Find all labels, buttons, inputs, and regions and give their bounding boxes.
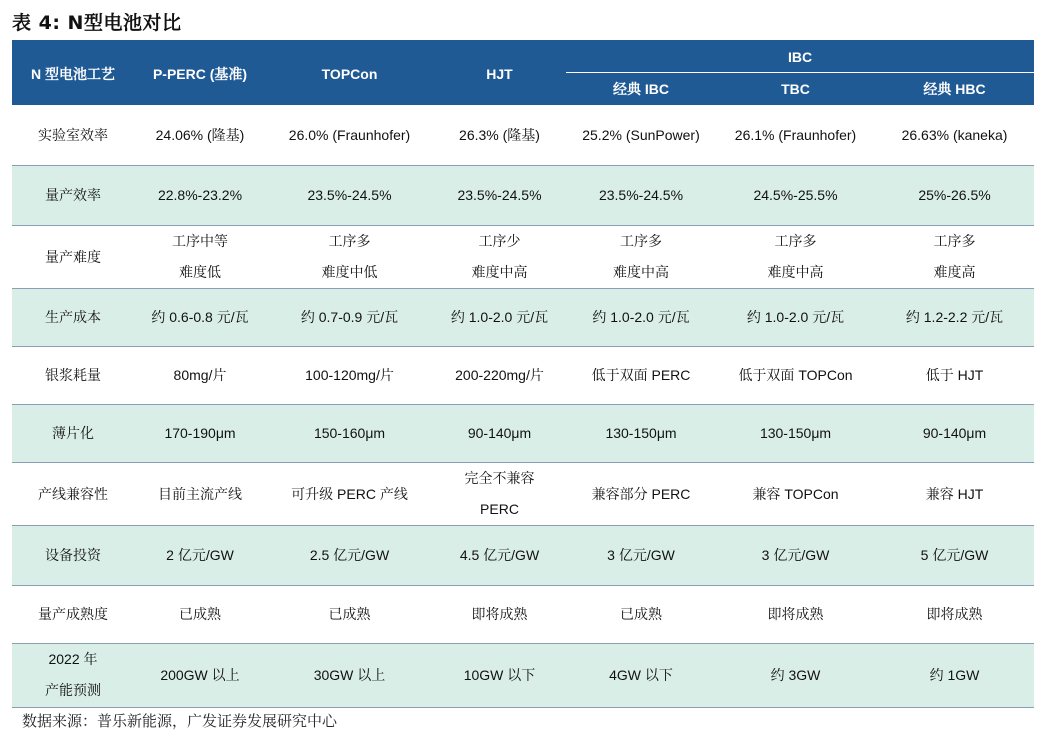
table-cell [266,462,433,525]
table-cell [875,585,1034,643]
cell-text: 工序多 [774,232,817,249]
row-label-cell [12,225,134,288]
source-note: 数据来源：普乐新能源，广发证券发展研究中心 [22,712,338,730]
table-cell [716,346,875,404]
table-cell [134,404,266,462]
row-label-text: 量产成熟度 [38,606,108,622]
cell-text: 约 3GW [770,667,821,683]
cell-text: 10GW 以下 [463,667,536,683]
table-row [12,225,1034,288]
table-cell [875,165,1034,225]
table-row [12,462,1034,525]
table-row [12,346,1034,404]
row-label-cell [12,346,134,404]
table-cell [716,225,875,288]
row-label-text: 量产难度 [45,248,101,265]
cell-text: 约 1GW [929,667,980,683]
table-cell [134,225,266,288]
table-row [12,288,1034,346]
cell-text: 可升级 PERC 产线 [291,485,408,502]
cell-text: 170-190μm [164,425,236,441]
table-cell [266,105,433,165]
cell-text: 26.63% (kaneka) [901,126,1008,143]
cell-text: 目前主流产线 [158,485,242,502]
cell-text: 工序少 [478,232,521,249]
cell-text: 130-150μm [759,425,832,441]
table-cell [266,346,433,404]
row-label-cell [12,525,134,585]
row-label-cell [12,288,134,346]
table-cell [566,525,716,585]
table-cell [433,643,566,707]
table-cell [875,462,1034,525]
table-cell [716,165,875,225]
table-cell [266,585,433,643]
cell-text: 工序中等 [172,232,228,249]
cell-text: 约 0.7-0.9 元/瓦 [300,309,399,325]
cell-text: 23.5%-24.5% [307,187,392,203]
cell-text: 约 1.0-2.0 元/瓦 [592,309,690,325]
cell-text: 即将成熟 [767,606,824,622]
cell-text: 已成熟 [620,606,662,622]
table-cell [566,346,716,404]
table-cell [566,585,716,643]
row-label-cell [12,165,134,225]
cell-text: 100-120mg/片 [305,367,394,383]
table-cell [566,225,716,288]
table-cell [433,225,566,288]
cell-text: 即将成熟 [471,606,528,622]
table-cell [433,165,566,225]
cell-text: 完全不兼容 [464,469,535,486]
cell-text: 24.06% (隆基) [155,126,245,143]
table-cell [716,462,875,525]
table-cell [134,525,266,585]
table-row [12,643,1034,707]
row-label-text: 银浆耗量 [45,367,101,383]
row-label-text: 生产成本 [45,309,101,325]
table-row [12,585,1034,643]
cell-text: 约 1.0-2.0 元/瓦 [450,309,549,325]
table-cell [433,462,566,525]
cell-text: 26.3% (隆基) [459,126,540,143]
cell-text: 4.5 亿元/GW [459,547,540,563]
table-cell [875,288,1034,346]
table-cell [433,105,566,165]
cell-text: 2 亿元/GW [166,547,234,563]
cell-text: 30GW 以上 [313,667,386,683]
table-cell [716,643,875,707]
row-label-text: 产能预测 [45,682,101,698]
cell-text: 难度中高 [613,263,669,280]
table-cell [134,643,266,707]
header-col-classic-hbc: 经典 HBC [875,73,1034,106]
cell-text: 26.1% (Fraunhofer) [734,126,857,143]
table-cell [566,462,716,525]
cell-text: 低于双面 PERC [591,367,691,383]
row-label-cell [12,462,134,525]
cell-text: 3 亿元/GW [607,547,675,563]
cell-text: 130-150μm [605,425,677,441]
comparison-table [12,42,1034,708]
table-cell [266,165,433,225]
table-cell [716,105,875,165]
table-cell [875,404,1034,462]
table-title: 表 4: N型电池对比 [12,12,182,34]
cell-text: 工序多 [933,232,976,249]
cell-text: 兼容 TOPCon [752,485,839,502]
table-cell [566,643,716,707]
table-cell [134,288,266,346]
cell-text: 90-140μm [467,425,532,441]
table-cell [433,288,566,346]
cell-text: 150-160μm [313,425,386,441]
table-cell [134,105,266,165]
cell-text: 3 亿元/GW [761,547,830,563]
cell-text: 难度低 [179,263,221,280]
header-row-label: N 型电池工艺 [12,42,134,105]
cell-text: 即将成熟 [926,606,983,622]
table-cell [716,404,875,462]
table-cell [266,525,433,585]
row-label-text: 2022 年 [48,651,98,667]
cell-text: 80mg/片 [173,367,227,383]
table-cell [566,165,716,225]
table-cell [566,105,716,165]
table-row [12,105,1034,165]
table-cell [875,643,1034,707]
table-cell [875,346,1034,404]
table-cell [716,525,875,585]
header-col-tbc: TBC [716,73,875,106]
table-cell [433,585,566,643]
table-row [12,525,1034,585]
table-cell [566,288,716,346]
cell-text: 约 1.0-2.0 元/瓦 [746,309,845,325]
row-label-text: 薄片化 [52,425,94,441]
table-cell [875,525,1034,585]
cell-text: 25.2% (SunPower) [582,126,700,143]
table-cell [716,288,875,346]
header-col-hjt: HJT [433,42,566,105]
cell-text: 约 1.2-2.2 元/瓦 [905,309,1004,325]
table-cell [266,404,433,462]
table-cell [266,643,433,707]
cell-text: 兼容 HJT [925,485,984,502]
cell-text: 已成熟 [328,606,371,622]
cell-text: 低于双面 TOPCon [738,367,853,383]
table-cell [266,288,433,346]
cell-text: 26.0% (Fraunhofer) [288,126,411,143]
cell-text: 23.5%-24.5% [457,187,542,203]
cell-text: 兼容部分 PERC [591,485,691,502]
row-label-cell [12,585,134,643]
table-cell [266,225,433,288]
table-cell [875,105,1034,165]
cell-text: PERC [480,500,519,517]
cell-text: 工序多 [328,232,371,249]
table-cell [134,462,266,525]
table-row [12,165,1034,225]
table-row [12,404,1034,462]
row-label-text: 实验室效率 [38,126,108,143]
cell-text: 工序多 [620,232,662,249]
cell-text: 难度中低 [321,263,378,280]
row-label-text: 量产效率 [45,187,101,203]
header-col-p-perc: P-PERC (基准) [134,42,266,105]
cell-text: 90-140μm [922,425,987,441]
table-cell [566,404,716,462]
cell-text: 22.8%-23.2% [157,187,243,203]
cell-text: 23.5%-24.5% [598,187,684,203]
header-col-classic-ibc: 经典 IBC [566,73,716,106]
table-cell [875,225,1034,288]
cell-text: 难度中高 [767,263,824,280]
header-ibc-group: IBC [566,42,1034,73]
cell-text: 2.5 亿元/GW [309,547,390,563]
cell-text: 4GW 以下 [609,667,673,683]
table-cell [433,346,566,404]
row-label-cell [12,643,134,707]
row-label-cell [12,404,134,462]
cell-text: 已成熟 [179,606,221,622]
table-cell [134,165,266,225]
cell-text: 难度高 [933,263,976,280]
cell-text: 200GW 以上 [160,667,240,683]
row-label-cell [12,105,134,165]
cell-text: 难度中高 [471,263,528,280]
table-cell [134,585,266,643]
table-cell [716,585,875,643]
row-label-text: 设备投资 [45,547,101,563]
table-cell [433,404,566,462]
cell-text: 24.5%-25.5% [753,187,838,203]
cell-text: 5 亿元/GW [920,547,989,563]
header-col-topcon: TOPCon [266,42,433,105]
cell-text: 低于 HJT [925,367,984,383]
row-label-text: 产线兼容性 [38,485,108,502]
table-cell [134,346,266,404]
cell-text: 200-220mg/片 [455,367,544,383]
cell-text: 约 0.6-0.8 元/瓦 [151,309,249,325]
table-cell [433,525,566,585]
cell-text: 25%-26.5% [918,187,991,203]
